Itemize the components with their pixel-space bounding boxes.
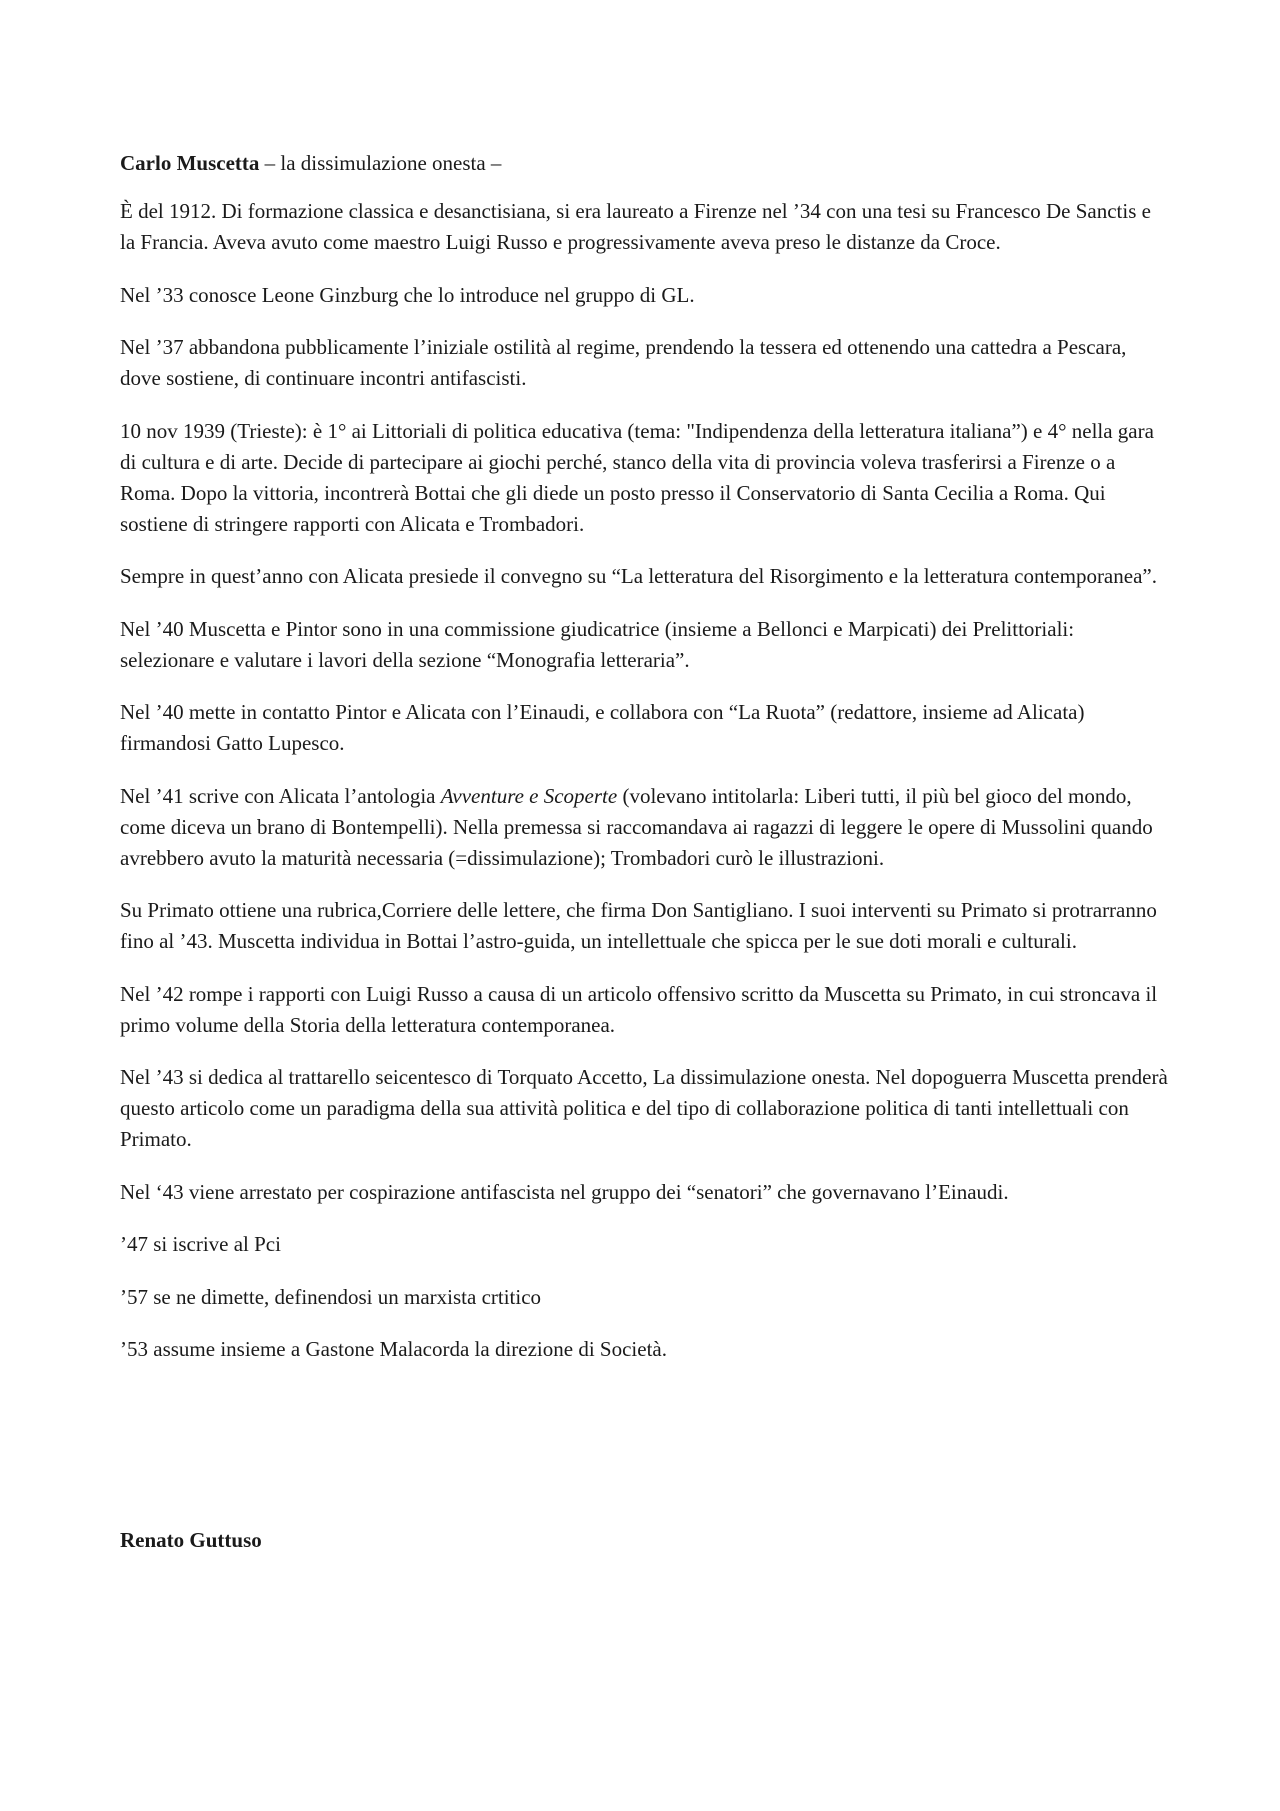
paragraph-birth: È del 1912. Di formazione classica e desanctisiana, si era laureato a Firenze nel ’34 con una tesi su Francesco De Sanctis e la Francia. Aveva avuto come maestro Luigi Russo e progressivamente aveva preso le distanze da Croce. xyxy=(120,199,1151,254)
paragraph-1939: 10 nov 1939 (Trieste): è 1° ai Littoriali di politica educativa (tema: "Indipendenza della letteratura italiana”) e 4° nella gara di cultura e di arte. Decide di partecipare ai giochi perché, stanco della vita di provincia voleva trasferirsi a Firenze o a Roma. Dopo la vittoria, incontrerà Bottai che gli diede un posto presso il Conservatorio di Santa Cecilia a Roma. Qui sostiene di stringere rapporti con Alicata e Trombadori. xyxy=(120,418,1154,536)
paragraph-1942: Nel ’42 rompe i rapporti con Luigi Russo a causa di un articolo offensivo scritto da Muscetta su Primato, in cui stroncava il primo volume della Storia della letteratura contemporanea. xyxy=(120,981,1158,1037)
paragraph-1947: ’47 si iscrive al Pci xyxy=(120,1232,281,1256)
next-section-heading: Renato Guttuso xyxy=(120,1527,262,1552)
document-page xyxy=(120,148,1170,1577)
paragraph-same-year: Sempre in quest’anno con Alicata presiede il convegno su “La letteratura del Risorgimento e la letteratura contemporanea”. xyxy=(120,564,1157,588)
paragraph-1933: Nel ’33 conosce Leone Ginzburg che lo introduce nel gruppo di GL. xyxy=(120,282,695,307)
paragraph-1941 xyxy=(120,781,1170,874)
paragraph-1940-einaudi: Nel ’40 mette in contatto Pintor e Alicata con l’Einaudi, e collabora con “La Ruota” (redattore, insieme ad Alicata) firmandosi Gatto Lupesco. xyxy=(120,700,1085,755)
paragraph-1943-accetto: Nel ’43 si dedica al trattarello seicentesco di Torquato Accetto, La dissimulazione onesta. Nel dopoguerra Muscetta prenderà questo articolo come un paradigma della sua attività politica e del tipo di collaborazione politica di tanti intellettuali con Primato. xyxy=(120,1065,1168,1151)
section-title-name: Carlo Muscetta xyxy=(120,151,260,175)
paragraph-1940-commission: Nel ’40 Muscetta e Pintor sono in una commissione giudicatrice (insieme a Bellonci e Marpicati) dei Prelittoriali: selezionare e valutare i lavori della sezione “Monografia letteraria”. xyxy=(120,616,1075,672)
anthology-title: Avventure e Scoperte xyxy=(440,783,618,808)
paragraph-1941-start: Nel ’41 scrive con Alicata l’antologia xyxy=(120,783,441,808)
paragraph-1937: Nel ’37 abbandona pubblicamente l’iniziale ostilità al regime, prendendo la tessera ed ottenendo una cattedra a Pescara, dove sostiene, di continuare incontri antifascisti. xyxy=(120,335,1127,390)
paragraph-primato: Su Primato ottiene una rubrica,Corriere delle lettere, che firma Don Santigliano. I suoi interventi su Primato si protrarranno fino al ’43. Muscetta individua in Bottai l’astro-guida, un intellettuale che spicca per le sue doti morali e culturali. xyxy=(120,898,1157,953)
paragraph-1957: ’57 se ne dimette, definendosi un marxista crtitico xyxy=(120,1284,542,1309)
blank-space xyxy=(120,1387,1170,1525)
paragraph-1953: ’53 assume insieme a Gastone Malacorda la direzione di Società. xyxy=(120,1337,667,1361)
section-title xyxy=(120,148,1170,179)
paragraph-1941-end: (volevano intitolarla: Liberi tutti, il più bel gioco del mondo, come diceva un brano di Bontempelli). Nella premessa si raccomandava ai ragazzi di leggere le opere di Mussolini quando avrebbero avuto la maturità necessaria (=dissimulazione); Trombadori curò le illustrazioni. xyxy=(120,783,1153,870)
paragraph-1943-arrest: Nel ‘43 viene arrestato per cospirazione antifascista nel gruppo dei “senatori” che governavano l’Einaudi. xyxy=(120,1179,1009,1204)
section-title-subtitle: – la dissimulazione onesta – xyxy=(259,151,502,175)
